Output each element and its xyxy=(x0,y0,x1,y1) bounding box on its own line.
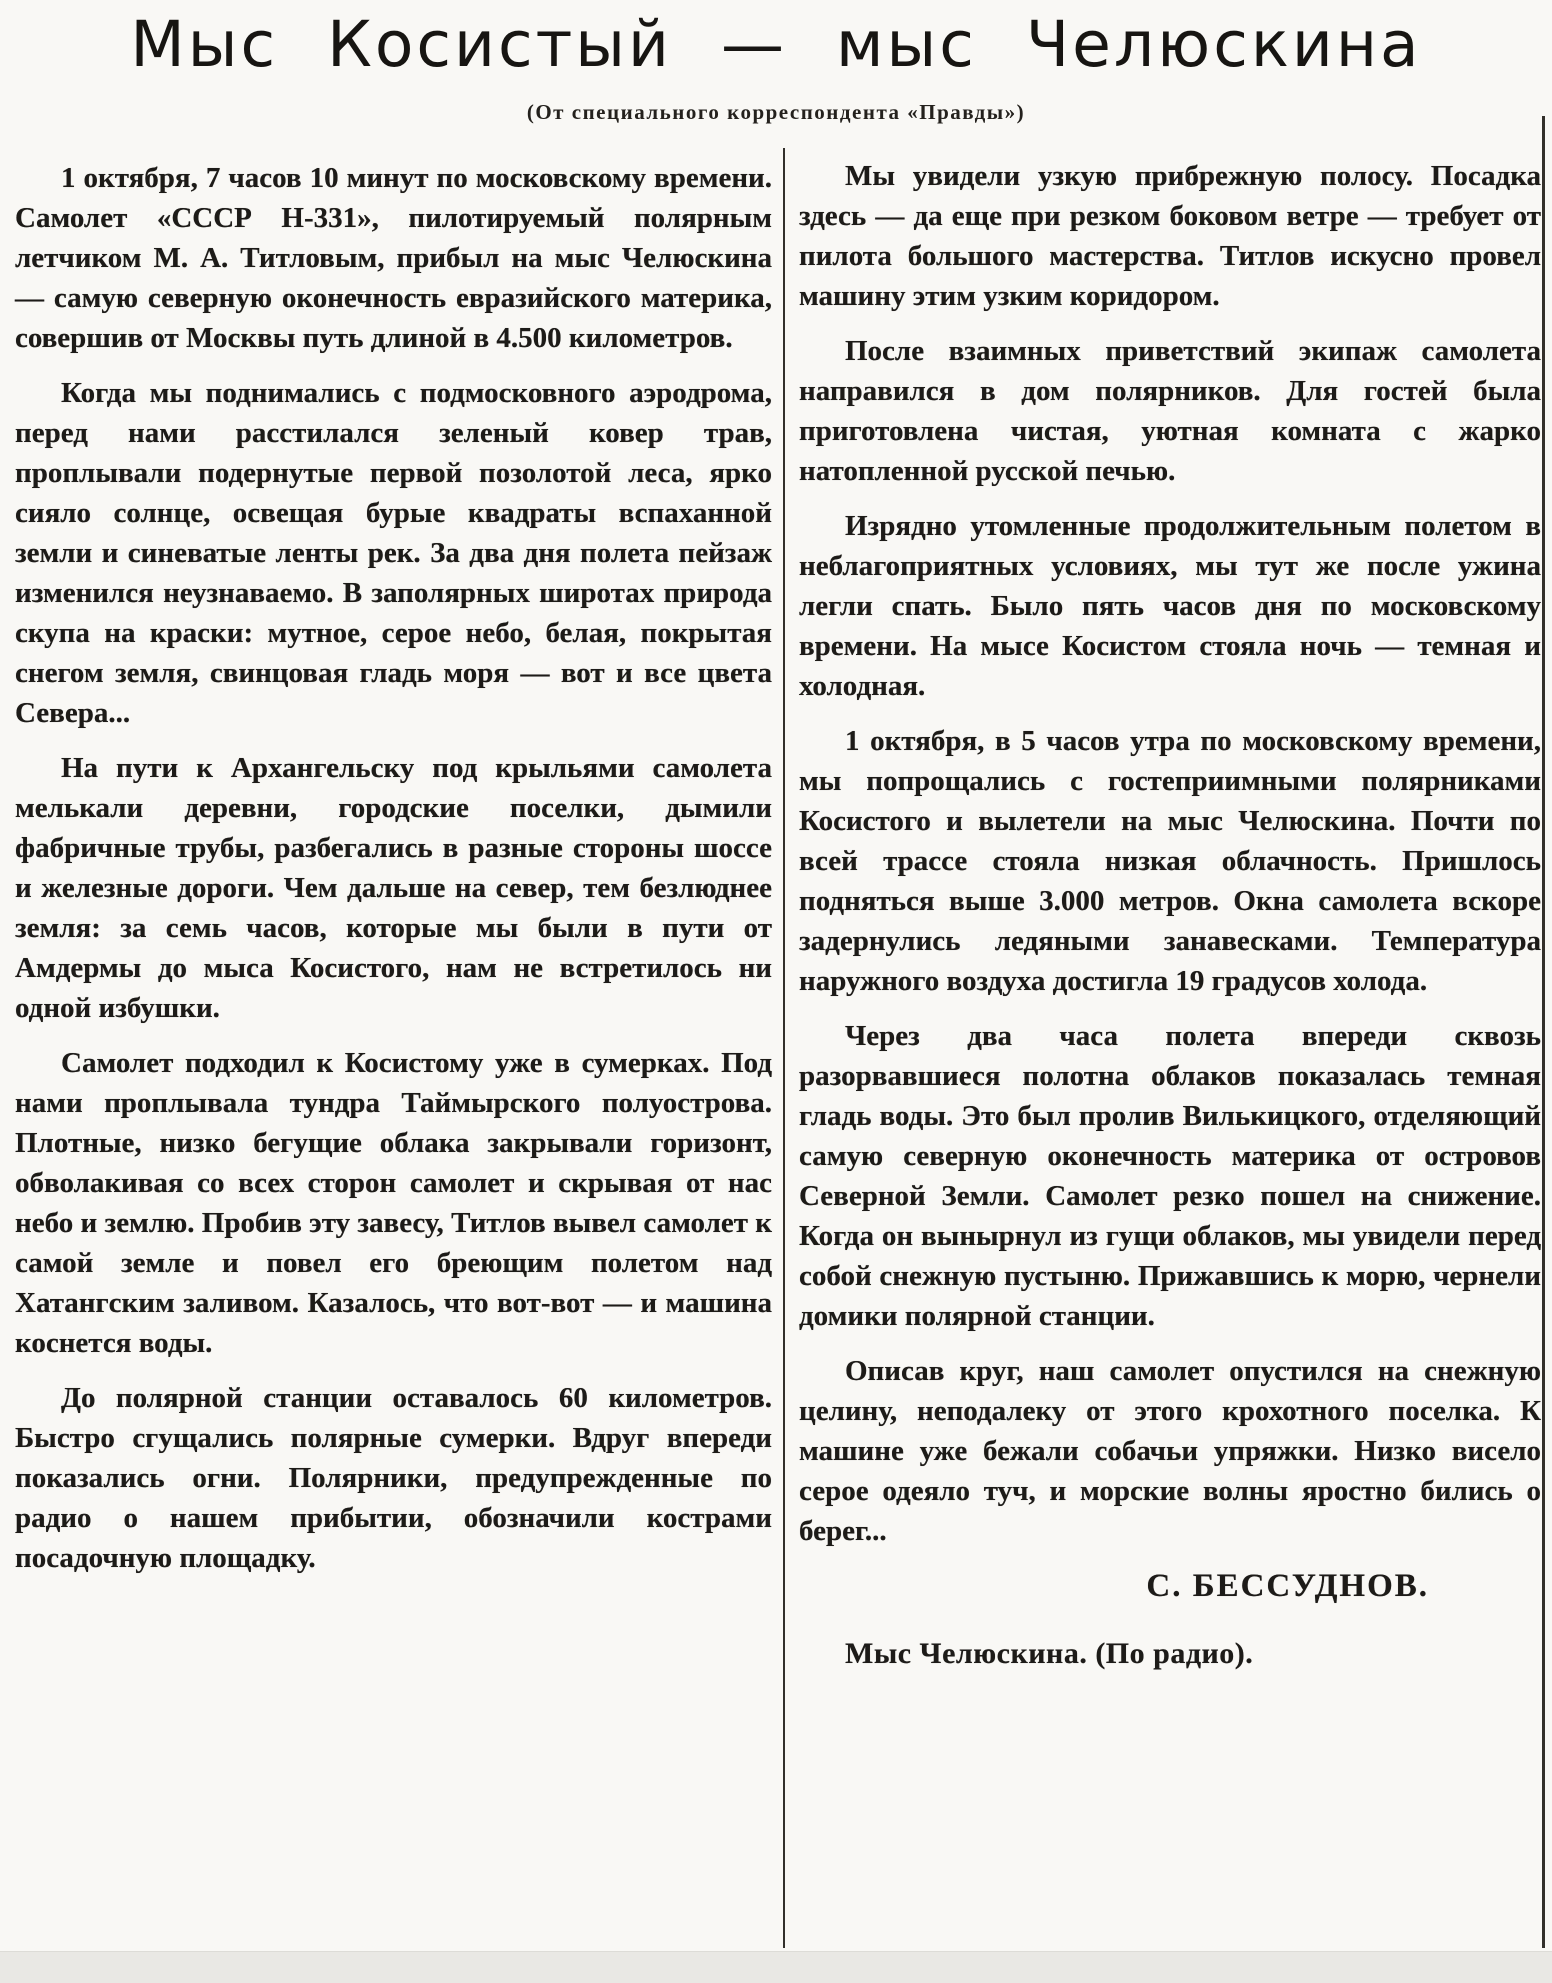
paragraph: Описав круг, наш самолет опустился на снежную целину, неподалеку от этого крохотного поселка. К машине уже бежали собачьи упряжки. Низко висело серое одеяло туч, и морские волны яростно бились о берег... xyxy=(799,1355,1541,1547)
paragraph: 1 октября, в 5 часов утра по московскому времени, мы попрощались с гостеприимными полярниками Косистого и вылетели на мыс Челюскина. Почти по всей трассе стояла низкая облачность. Пришлось подняться выше 3.000 метров. Окна самолета вскоре задернулись ледяными занавесками. Температура наружного воздуха достигла 19 градусов холода. xyxy=(799,725,1541,997)
dateline: Мыс Челюскина. (По радио). xyxy=(845,1637,1254,1670)
paragraph: Через два часа полета впереди сквозь разорвавшиеся полотна облаков показалась темная гладь воды. Это был пролив Вилькицкого, отделяющий самую северную оконечность материка от островов Северной Земли. Самолет резко пошел на снижение. Когда он вынырнул из гущи облаков, мы увидели перед собой снежную пустыню. Прижавшись к морю, чернели домики полярной станции. xyxy=(799,1020,1541,1332)
author-signature: С. БЕССУДНОВ. xyxy=(1146,1568,1429,1604)
column-divider-rule xyxy=(783,148,785,1948)
right-edge-rule xyxy=(1542,116,1545,1948)
left-column xyxy=(15,158,772,1593)
paragraph: 1 октября, 7 часов 10 минут по московскому времени. Самолет «СССР Н-331», пилотируемый полярным летчиком М. А. Титловым, прибыл на мыс Челюскина — самую северную оконечность евразийского материка, совершив от Москвы путь длиной в 4.500 километров. xyxy=(15,162,772,354)
paragraph: Самолет подходил к Косистому уже в сумерках. Под нами проплывала тундра Таймырского полуострова. Плотные, низко бегущие облака закрывали горизонт, обволакивая со всех сторон самолет и скрывая от нас небо и землю. Пробив эту завесу, Титлов вывел самолет к самой земле и повел его бреющим полетом над Хатангским заливом. Казалось, что вот-вот — и машина коснется воды. xyxy=(15,1047,772,1359)
paragraph: После взаимных приветствий экипаж самолета направился в дом полярников. Для гостей была приготовлена чистая, уютная комната с жарко натопленной русской печью. xyxy=(799,335,1541,487)
paragraph: На пути к Архангельску под крыльями самолета мелькали деревни, городские поселки, дымили фабричные трубы, разбегались в разные стороны шоссе и железные дороги. Чем дальше на север, тем безлюднее земля: за семь часов, которые мы были в пути от Амдермы до мыса Косистого, нам не встретилось ни одной избушки. xyxy=(15,752,772,1024)
page-bottom-edge xyxy=(0,1951,1552,1983)
paragraph: Мы увидели узкую прибрежную полосу. Посадка здесь — да еще при резком боковом ветре — требует от пилота большого мастерства. Титлов искусно провел машину этим узким коридором. xyxy=(799,160,1541,312)
right-column xyxy=(799,156,1541,1689)
article-subtitle: (От специального корреспондента «Правды») xyxy=(526,100,1026,124)
paragraph: Изрядно утомленные продолжительным полетом в неблагоприятных условиях, мы тут же после ужина легли спать. Было пять часов дня по московскому времени. На мысе Косистом стояла ночь — темная и холодная. xyxy=(799,510,1541,702)
article-title: Мыс Косистый — мыс Челюскина xyxy=(130,8,1422,81)
paragraph: До полярной станции оставалось 60 километров. Быстро сгущались полярные сумерки. Вдруг впереди показались огни. Полярники, предупрежденные по радио о нашем прибытии, обозначили кострами посадочную площадку. xyxy=(15,1382,772,1574)
paragraph: Когда мы поднимались с подмосковного аэродрома, перед нами расстилался зеленый ковер трав, проплывали подернутые первой позолотой леса, ярко сияло солнце, освещая бурые квадраты вспаханной земли и синеватые ленты рек. За два дня полета пейзаж изменился неузнаваемо. В заполярных широтах природа скупа на краски: мутное, серое небо, белая, покрытая снегом земля, свинцовая гладь моря — вот и все цвета Севера... xyxy=(15,377,772,729)
